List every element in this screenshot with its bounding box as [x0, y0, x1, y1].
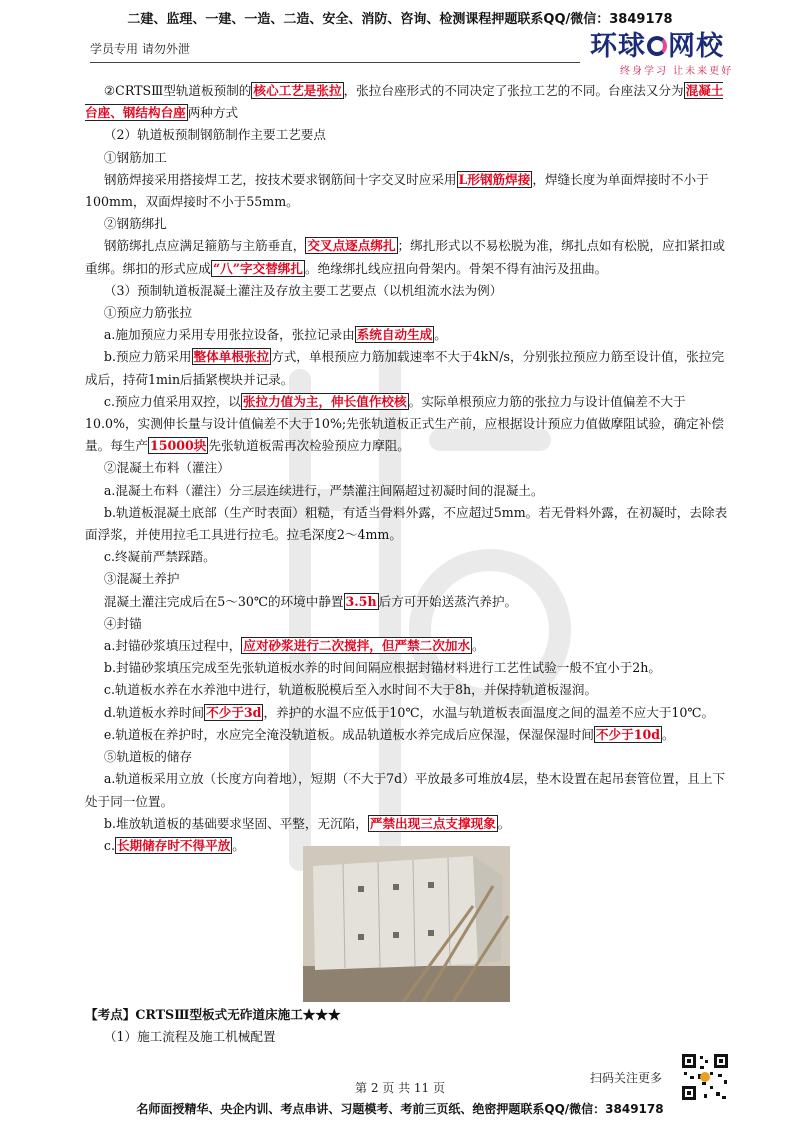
key-highlight: 应对砂浆进行二次搅拌，但严禁二次加水 [243, 638, 471, 654]
key-highlight: 混凝土台座、钢结构台座 [85, 83, 724, 121]
document-body [85, 80, 735, 857]
key-highlight: 不少于10d [595, 726, 661, 742]
next-topic [85, 1004, 735, 1048]
paragraph: a.封锚砂浆填压过程中， 应对砂浆进行二次搅拌，但严禁二次加水 。 [103, 638, 485, 654]
paragraph: c.预应力值采用双控，以 张拉力值为主，伸长值作校核 。实际单根预应力筋的张拉力与设计值偏差不大于10.0%，实测伸长量与设计值偏差不大于10%;先张轨道板正式生产前，应根据设计预应力值做摩阻试验，确定补偿量。每生产 15000块 先张轨道板需再次检验预应力摩阻。 [85, 393, 724, 454]
paragraph: b.预应力筋采用 整体单根张拉 方式，单根预应力筋加载速率不大于4kN/s，分别张拉预应力筋至设计值，张拉完成后，持荷1min后插紧楔块并记录。 [85, 349, 725, 387]
logo-text-right: 网校 [668, 31, 724, 62]
key-highlight: 严禁出现三点支撑现象 [369, 815, 496, 831]
key-highlight: 不少于3d [206, 704, 262, 720]
key-highlight: 系统自动生成 [356, 327, 433, 343]
paragraph: 钢筋绑扎点应满足箍筋与主筋垂直， 交叉点逐点绑扎 ；绑扎形式以不易松脱为准，绑扎点如有松脱，应扣紧扣或重绑。绑扣的形式应成 “八”字交替绑扎 。绝缘绑扎线应扭向骨架内。骨架不得有油污及扭曲。 [85, 238, 725, 276]
top-banner: 二建、监理、一建、一造、二造、安全、消防、咨询、检测课程押题联系QQ/微信：3849178 [127, 12, 673, 27]
paragraph: 钢筋焊接采用搭接焊工艺，按技术要求钢筋间十字交叉时应采用 L形钢筋焊接 ，焊缝长度为单面焊接时不小于100mm，双面焊接时不小于55mm。 [85, 171, 709, 210]
paragraph: a.混凝土布料（灌注）分三层连续进行，严禁灌注间隔超过初凝时间的混凝土。 [103, 482, 544, 498]
key-highlight: L形钢筋焊接 [458, 171, 531, 187]
paragraph: c.终凝前严禁踩踏。 [103, 549, 216, 565]
header-subtitle: 学员专用 请勿外泄 [90, 42, 190, 56]
subsection-heading: ④封锚 [103, 615, 142, 631]
paragraph: 混凝土灌注完成后在5～30℃的环境中静置 3.5h 后方可开始送蒸汽养护。 [103, 593, 518, 609]
kaodian-heading: 【考点】CRTSⅢ型板式无砟道床施工★★★ [85, 1007, 341, 1022]
paragraph: a.施加预应力采用专用张拉设备，张拉记录由 系统自动生成 。 [103, 327, 447, 343]
paragraph: ②CRTSⅢ型轨道板预制的 核心工艺是张拉 ，张拉台座形式的不同决定了张拉工艺的不同。台座法又分为 混凝土台座、钢结构台座 两种方式 [85, 83, 724, 121]
key-highlight: 整体单根张拉 [193, 349, 270, 365]
key-highlight: 张拉力值为主，伸长值作校核 [242, 393, 407, 409]
brand-logo [590, 32, 740, 82]
section-heading: （1）施工流程及施工机械配置 [103, 1029, 276, 1044]
paragraph: b.轨道板混凝土底部（生产时表面）粗糙，有适当骨料外露，不应超过5mm。若无骨料外露，在初凝时，去除表面浮浆，并使用拉毛工具进行拉毛。拉毛深度2～4mm。 [85, 504, 728, 543]
paragraph: d.轨道板水养时间 不少于3d ，养护的水温不应低于10℃，水温与轨道板表面温度之间的温差不应大于10℃。 [103, 704, 715, 720]
paragraph: b.堆放轨道板的基础要求坚固、平整，无沉陷， 严禁出现三点支撑现象 。 [103, 815, 511, 831]
scan-prompt: 扫码关注更多 [590, 1071, 663, 1085]
subsection-heading: ②钢筋绑扎 [103, 216, 167, 232]
paragraph: c. 长期储存时不得平放 。 [103, 837, 245, 853]
section-heading: （2）轨道板预制钢筋制作主要工艺要点 [103, 127, 326, 143]
paragraph: a.轨道板采用立放（长度方向着地），短期（不大于7d）平放最多可堆放4层，垫木设置在起吊套管位置，且上下处于同一位置。 [85, 771, 726, 809]
key-highlight: 长期储存时不得平放 [116, 837, 231, 853]
paragraph: c.轨道板水养在水养池中进行，轨道板脱模后至入水时间不大于8h，并保持轨道板湿润。 [103, 682, 598, 698]
key-highlight: 交叉点逐点绑扎 [307, 238, 396, 254]
paragraph: e.轨道板在养护时，水应完全淹没轨道板。成品轨道板水养完成后应保湿，保湿保湿时间 不少于10d 。 [103, 726, 675, 742]
key-highlight: 核心工艺是张拉 [253, 83, 342, 98]
photo-illustration [303, 846, 510, 1002]
section-heading: （3）预制轨道板混凝土灌注及存放主要工艺要点（以机组流水法为例） [103, 282, 503, 298]
bottom-banner: 名师面授精华、央企内训、考点串讲、习题模考、考前三页纸、绝密押题联系QQ/微信：3849178 [136, 1102, 664, 1116]
logo-text-left: 环球 [590, 31, 646, 62]
key-highlight: 3.5h [345, 593, 377, 609]
key-highlight: “八”字交替绑扎 [212, 260, 303, 276]
paragraph: b.封锚砂浆填压完成至先张轨道板水养的时间间隔应根据封锚材料进行工艺性试验一般不宜小于2h。 [103, 660, 662, 676]
logo-slogan: 终身学习 让未来更好 [620, 66, 734, 77]
subsection-heading: ②混凝土布料（灌注） [103, 460, 230, 476]
logo-ring-icon [647, 36, 667, 56]
header-divider [90, 62, 580, 63]
key-highlight: 15000块 [149, 438, 207, 454]
page-number: 第 2 页 共 11 页 [355, 1081, 445, 1095]
subsection-heading: ①预应力筋张拉 [103, 305, 193, 321]
track-slab-storage-photo [303, 846, 510, 1002]
subsection-heading: ①钢筋加工 [103, 149, 167, 165]
subsection-heading: ③混凝土养护 [103, 571, 180, 587]
subsection-heading: ⑤轨道板的储存 [103, 749, 193, 765]
